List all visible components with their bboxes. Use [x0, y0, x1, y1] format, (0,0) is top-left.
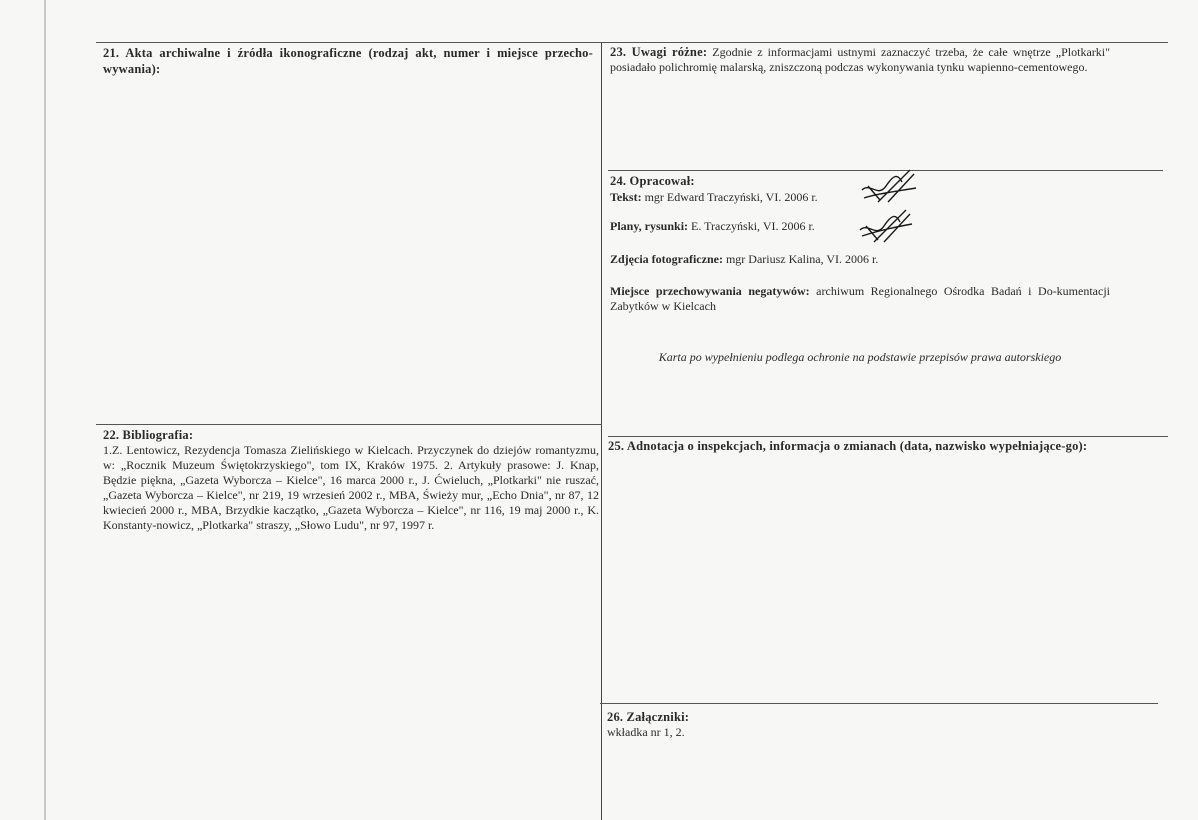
- tekst-value: mgr Edward Traczyński, VI. 2006 r.: [644, 190, 818, 204]
- signature-plans: [856, 206, 916, 246]
- section-23: [610, 45, 1110, 75]
- section-23-text: Zgodnie z informacjami ustnymi zaznaczyć trzeba, że całe wnętrze „Plotkarki" posiadało polichromię malarską, zniszczoną podczas wykonywania tynku wapienno-cementowego.: [610, 45, 1110, 74]
- scan-binding-edge: [44, 0, 46, 820]
- miejsce-label: Miejsce przechowywania negatywów:: [610, 284, 810, 298]
- top-rule: [96, 42, 1168, 43]
- section-23-heading: 23. Uwagi różne:: [610, 45, 708, 59]
- section-22-heading: 22. Bibliografia:: [103, 428, 194, 442]
- section-25: [608, 438, 1113, 454]
- rule-25: [608, 436, 1168, 437]
- signature-text: [858, 168, 918, 208]
- plany-value: E. Traczyński, VI. 2006 r.: [691, 219, 815, 233]
- section-26-text: wkładka nr 1, 2.: [607, 725, 685, 739]
- section-25-heading: 25. Adnotacja o inspekcjach, informacja o zmianach (data, nazwisko wypełniające-go):: [608, 439, 1088, 453]
- rule-26: [600, 703, 1158, 704]
- section-21-heading: 21. Akta archiwalne i źródła ikonograficzne (rodzaj akt, numer i miejsce przecho-wywania):: [103, 46, 593, 76]
- left-middle-rule: [96, 424, 602, 425]
- copyright-note: Karta po wypełnieniu podlega ochronie na podstawie przepisów prawa autorskiego: [658, 350, 1062, 364]
- section-22-text: 1.Z. Lentowicz, Rezydencja Tomasza Zielińskiego w Kielcach. Przyczynek do dziejów romantyzmu, w: „Rocznik Muzeum Świętokrzyskiego", tom IX, Kraków 1975. 2. Artykuły prasowe: J. Knap, Będzie piękna, „Gazeta Wyborcza – Kielce", 16 marca 2000 r., J. Ćwieluch, „Plotkarki" nie ruszać, „Gazeta Wyborcza – Kielce", nr 219, 19 wrzesień 2002 r., MBA, Świeży mur, „Echo Dnia", nr 87, 12 kwiecień 2000 r., MBA, Brzydkie kaczątko, „Gazeta Wyborcza – Kielce", nr 116, 19 maj 2000 r., K. Konstanty-nowicz, „Plotkarka" straszy, „Słowo Ludu", nr 97, 1997 r.: [103, 443, 599, 532]
- section-21: [103, 45, 593, 77]
- plany-label: Plany, rysunki:: [610, 219, 689, 233]
- section-26: [607, 709, 1107, 740]
- section-22: [103, 427, 599, 533]
- miejsce-value: archiwum Regionalnego Ośrodka Badań i Do-kumentacji Zabytków w Kielcach: [610, 284, 1110, 313]
- zdjecia-value: mgr Dariusz Kalina, VI. 2006 r.: [725, 252, 879, 266]
- section-24-heading: 24. Opracował:: [610, 174, 695, 188]
- zdjecia-label: Zdjęcia fotograficzne:: [610, 252, 723, 266]
- section-26-heading: 26. Załączniki:: [607, 710, 690, 724]
- tekst-label: Tekst:: [610, 190, 642, 204]
